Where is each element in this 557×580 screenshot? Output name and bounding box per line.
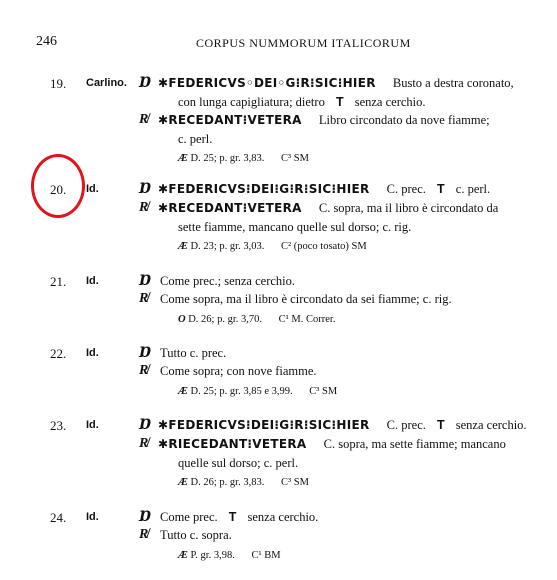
obverse-line [158, 76, 514, 91]
obverse-legend: ✱FEDERICVS⁝DEI⁝G⁝R⁝SIC⁝HIER [158, 418, 370, 432]
reverse-symbol: R̸ [139, 112, 149, 127]
rarity-collection: C¹ M. Correr. [278, 314, 336, 325]
entry-footer [178, 550, 281, 561]
rarity-collection: C² (poco tosato) SM [280, 241, 367, 252]
obverse-line [158, 182, 490, 197]
reverse-legend: ✱RECEDANT⁝VETERA [158, 201, 302, 215]
reverse-symbol: R̸ [139, 291, 149, 306]
entry-footer [178, 153, 309, 164]
reverse-line [158, 113, 490, 128]
entry-number: 19. [50, 76, 67, 91]
obverse-symbol: Ɒ [139, 418, 151, 433]
obverse-legend: ✱FEDERICVS◦DEI◦G⁝R⁝SIC⁝HIER [158, 76, 376, 90]
reverse-description-2: sette fiamme, mancano quelle sul dorso; c. rig. [178, 220, 412, 234]
coin-type: Carlino. [86, 77, 127, 89]
reverse-description: C. sopra, ma sette fiamme; mancano [323, 437, 506, 451]
obverse-mark: T [437, 182, 445, 196]
entry-number: 20. [50, 182, 67, 197]
metal-symbol: Æ [178, 153, 188, 164]
coin-type: Id. [86, 275, 99, 287]
entry-number: 22. [50, 346, 67, 361]
reverse-description: Come sopra; con nove fiamme. [160, 364, 317, 378]
obverse-description: Busto a destra coronato, [392, 76, 514, 90]
obverse-description: C. prec. [386, 182, 426, 196]
metal-symbol: Æ [178, 386, 188, 397]
obverse-mark: T [228, 510, 237, 524]
dimensions: D. 26; p. gr. 3,70. [188, 314, 263, 325]
coin-type: Id. [86, 419, 99, 431]
rarity-collection: C¹ BM [251, 550, 281, 561]
obverse-symbol: Ɒ [139, 274, 151, 289]
obverse-symbol: Ɒ [139, 510, 151, 525]
reverse-description: Libro circondato da nove fiamme; [318, 113, 490, 127]
obverse-line [160, 510, 318, 525]
entry-number: 23. [50, 418, 67, 433]
metal-symbol: Æ [178, 477, 188, 488]
entry-number: 24. [50, 510, 67, 525]
reverse-symbol: R̸ [139, 436, 149, 451]
metal-symbol: Æ [178, 550, 188, 561]
obverse-mark: T [335, 95, 344, 109]
reverse-symbol: R̸ [139, 363, 149, 378]
obverse-description: C. prec. [386, 418, 426, 432]
obverse-description-3: senza cerchio. [455, 418, 527, 432]
reverse-legend: ✱RIECEDANT⁝VETERA [158, 437, 307, 451]
running-title: CORPUS NUMMORUM ITALICORUM [196, 36, 411, 50]
entry-footer [178, 386, 337, 397]
reverse-symbol: R̸ [139, 200, 149, 215]
obverse-line-2 [178, 95, 426, 110]
dimensions: P. gr. 3,98. [190, 550, 235, 561]
entry-footer [178, 314, 335, 325]
rarity-collection: C³ SM [280, 477, 309, 488]
reverse-description: C. sopra, ma il libro è circondato da [318, 201, 499, 215]
coin-type: Id. [86, 183, 99, 195]
metal-symbol: O [178, 314, 186, 325]
obverse-line [158, 418, 527, 433]
obverse-symbol: Ɒ [139, 76, 151, 91]
obverse-description-3: senza cerchio. [247, 510, 319, 524]
obverse-description-2: con lunga capigliatura; dietro [178, 95, 325, 109]
entry-footer [178, 477, 309, 488]
reverse-description-2: quelle sul dorso; c. perl. [178, 456, 299, 470]
reverse-legend: ✱RECEDANT⁝VETERA [158, 113, 302, 127]
obverse-symbol: Ɒ [139, 346, 151, 361]
reverse-symbol: R̸ [139, 527, 149, 542]
dimensions: D. 25; p. gr. 3,83. [190, 153, 265, 164]
obverse-symbol: Ɒ [139, 182, 151, 197]
reverse-description-2: c. perl. [178, 132, 213, 146]
obverse-description: Come prec.; senza cerchio. [160, 274, 296, 288]
entry-footer [178, 241, 367, 252]
reverse-description: Tutto c. sopra. [160, 528, 232, 542]
reverse-line [158, 201, 498, 216]
obverse-legend: ✱FEDERICVS⁝DEI⁝G⁝R⁝SIC⁝HIER [158, 182, 370, 196]
coin-type: Id. [86, 347, 99, 359]
obverse-description: Tutto c. prec. [160, 346, 227, 360]
obverse-description-3: c. perl. [455, 182, 491, 196]
rarity-collection: C³ SM [280, 153, 309, 164]
obverse-description: Come prec. [160, 510, 218, 524]
reverse-line [158, 437, 506, 452]
dimensions: D. 23; p. gr. 3,03. [190, 241, 265, 252]
dimensions: D. 25; p. gr. 3,85 e 3,99. [190, 386, 293, 397]
dimensions: D. 26; p. gr. 3,83. [190, 477, 265, 488]
metal-symbol: Æ [178, 241, 188, 252]
obverse-mark: T [437, 418, 445, 432]
coin-type: Id. [86, 511, 99, 523]
rarity-collection: C³ SM [309, 386, 338, 397]
entry-number: 21. [50, 274, 67, 289]
obverse-description-3: senza cerchio. [354, 95, 426, 109]
page-number: 246 [36, 34, 57, 49]
reverse-description: Come sopra, ma il libro è circondato da sei fiamme; c. rig. [160, 292, 452, 306]
